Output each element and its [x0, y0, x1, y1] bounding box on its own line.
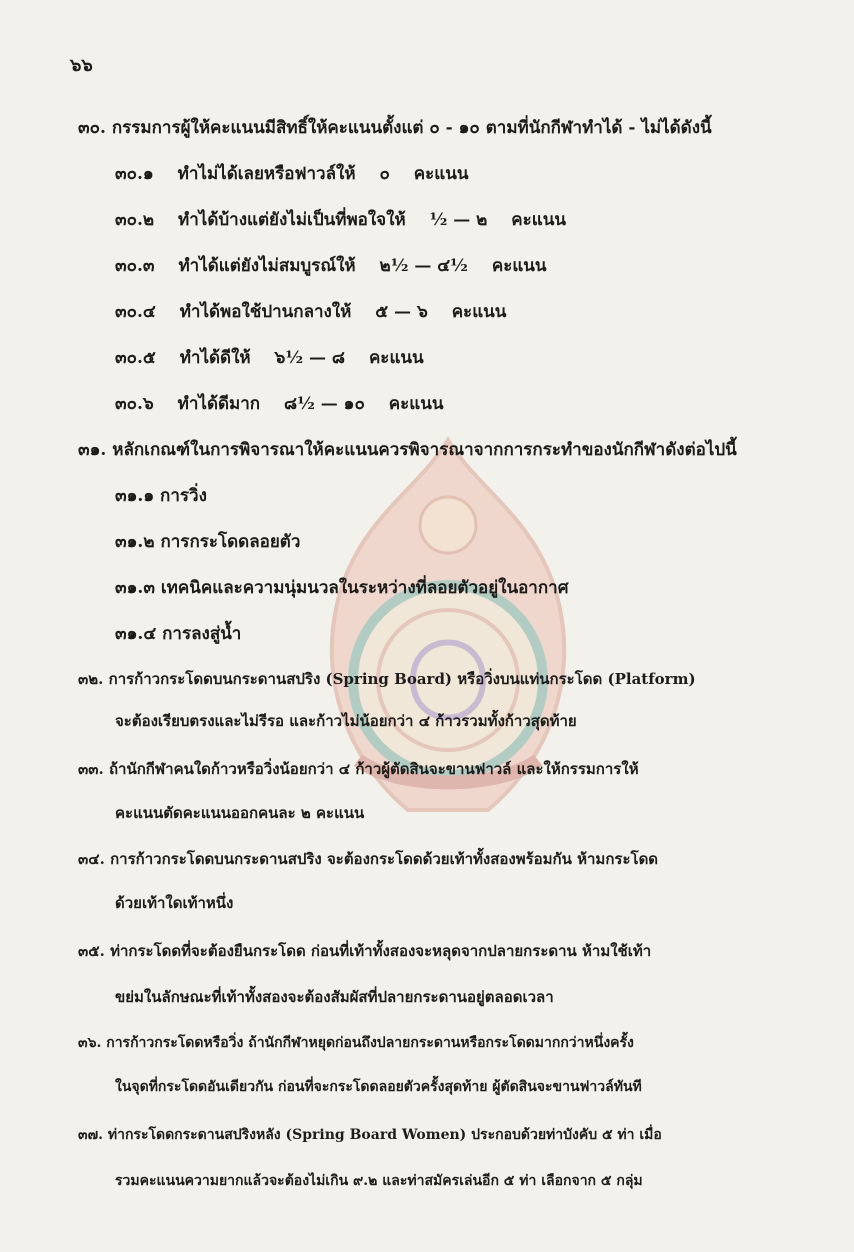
item-number: ๓๑.๔	[115, 624, 157, 644]
item-30-3	[115, 258, 547, 275]
item-text: ในจุดที่กระโดดอันเดียวกัน ก่อนที่จะกระโดดลอยตัวครั้งสุดท้าย ผู้ตัดสินจะขานฟาวล์ทันที	[115, 1079, 642, 1095]
item-text: ท่ากระโดดกระดานสปริงหลัง (Spring Board Women) ประกอบด้วยท่าบังคับ ๕ ท่า เมื่อ	[107, 1127, 662, 1143]
item-text: ทำได้พอใช้ปานกลางให้	[179, 302, 352, 322]
score-unit: คะแนน	[491, 256, 547, 276]
item-31-3	[115, 580, 569, 597]
item-30-6	[115, 396, 443, 413]
item-32-continued	[115, 714, 577, 729]
score-range: ๘½ — ๑๐	[284, 394, 365, 414]
item-text: ทำได้ดีมาก	[177, 394, 261, 414]
item-text: ถ้านักกีฬาคนใดก้าวหรือวิ่งน้อยกว่า ๔ ก้าวผู้ตัดสินจะขานฟาวล์ และให้กรรมการให้	[108, 760, 639, 778]
item-text: ทำได้บ้างแต่ยังไม่เป็นที่พอใจให้	[178, 210, 406, 230]
item-34-continued	[115, 896, 233, 911]
item-30-2	[115, 212, 566, 229]
item-text: การกระโดดลอยตัว	[160, 532, 301, 552]
score-unit: คะแนน	[451, 302, 507, 322]
item-text: คะแนนตัดคะแนนออกคนละ ๒ คะแนน	[115, 804, 365, 822]
item-32	[78, 672, 696, 687]
item-text: ขย่มในลักษณะที่เท้าทั้งสองจะต้องสัมผัสที่ปลายกระดานอยู่ตลอดเวลา	[115, 988, 554, 1006]
item-31-2	[115, 534, 300, 551]
score-range: ๖½ — ๘	[274, 348, 346, 368]
item-number: ๓๐.๑	[115, 164, 154, 184]
item-35	[78, 944, 651, 959]
item-number: ๓๐.๔	[115, 302, 156, 322]
item-30-4	[115, 304, 506, 321]
score-range: ½ — ๒	[429, 210, 488, 230]
score-unit: คะแนน	[511, 210, 566, 230]
item-30-1	[115, 166, 468, 183]
score-range: ๕ — ๖	[375, 302, 428, 322]
item-number: ๓๗.	[78, 1127, 103, 1143]
item-number: ๓๒.	[78, 670, 104, 688]
item-number: ๓๓.	[78, 760, 104, 778]
item-text: การก้าวกระโดดบนกระดานสปริง (Spring Board) หรือวิ่งบนแท่นกระโดด (Platform)	[108, 670, 696, 688]
item-text: การก้าวกระโดดบนกระดานสปริง จะต้องกระโดดด้วยเท้าทั้งสองพร้อมกัน ห้ามกระโดด	[110, 850, 659, 868]
item-text: การวิ่ง	[160, 486, 207, 506]
item-text: กรรมการผู้ให้คะแนนมีสิทธิ์ให้คะแนนตั้งแต่ ๐ - ๑๐ ตามที่นักกีฬาทำได้ - ไม่ได้ดังนี้	[111, 118, 712, 138]
item-text: จะต้องเรียบตรงและไม่รีรอ และก้าวไม่น้อยกว่า ๔ ก้าวรวมทั้งก้าวสุดท้าย	[115, 712, 577, 730]
item-text: ทำได้ดีให้	[179, 348, 251, 368]
item-text: การก้าวกระโดดหรือวิ่ง ถ้านักกีฬาหยุดก่อนถึงปลายกระดานหรือกระโดดมากกว่าหนึ่งครั้ง	[106, 1035, 634, 1051]
item-37	[78, 1128, 662, 1142]
item-number: ๓๑.๑	[115, 486, 155, 506]
item-35-continued	[115, 990, 554, 1005]
score-range: ๐	[379, 164, 390, 184]
item-text: เทคนิคและความนุ่มนวลในระหว่างที่ลอยตัวอยู่ในอากาศ	[160, 578, 569, 598]
item-number: ๓๖.	[78, 1035, 102, 1051]
item-number: ๓๕.	[78, 942, 105, 960]
item-33	[78, 762, 639, 777]
item-number: ๓๐.๒	[115, 210, 155, 230]
item-33-continued	[115, 806, 364, 821]
score-unit: คะแนน	[413, 164, 469, 184]
item-30-5	[115, 350, 424, 367]
item-number: ๓๐.	[78, 118, 106, 138]
item-number: ๓๐.๓	[115, 256, 155, 276]
item-text: หลักเกณฑ์ในการพิจารณาให้คะแนนควรพิจารณาจากการกระทำของนักกีฬาดังต่อไปนี้	[112, 440, 737, 460]
item-text: ทำไม่ได้เลยหรือฟาวล์ให้	[177, 164, 356, 184]
item-text: ท่ากระโดดที่จะต้องยืนกระโดด ก่อนที่เท้าทั้งสองจะหลุดจากปลายกระดาน ห้ามใช้เท้า	[110, 942, 652, 960]
item-number: ๓๐.๕	[115, 348, 156, 368]
score-unit: คะแนน	[368, 348, 424, 368]
item-36-continued	[115, 1080, 642, 1094]
item-number: ๓๑.	[78, 440, 107, 460]
item-number: ๓๑.๓	[115, 578, 155, 598]
item-31-1	[115, 488, 207, 505]
score-range: ๒½ — ๔½	[379, 256, 468, 276]
item-37-continued	[115, 1174, 643, 1188]
item-31-4	[115, 626, 241, 643]
item-36	[78, 1036, 634, 1050]
item-text: ด้วยเท้าใดเท้าหนึ่ง	[115, 894, 234, 912]
item-number: ๓๔.	[78, 850, 105, 868]
item-30	[78, 120, 712, 137]
item-34	[78, 852, 658, 867]
item-number: ๓๑.๒	[115, 532, 155, 552]
item-text: ทำได้แต่ยังไม่สมบูรณ์ให้	[178, 256, 356, 276]
item-number: ๓๐.๖	[115, 394, 154, 414]
score-unit: คะแนน	[388, 394, 444, 414]
item-31	[78, 442, 737, 459]
item-text: การลงสู่น้ำ	[162, 624, 242, 644]
page-number: ๖๖	[70, 55, 93, 76]
item-text: รวมคะแนนความยากแล้วจะต้องไม่เกิน ๙.๒ และท่าสมัครเล่นอีก ๕ ท่า เลือกจาก ๕ กลุ่ม	[115, 1173, 643, 1189]
